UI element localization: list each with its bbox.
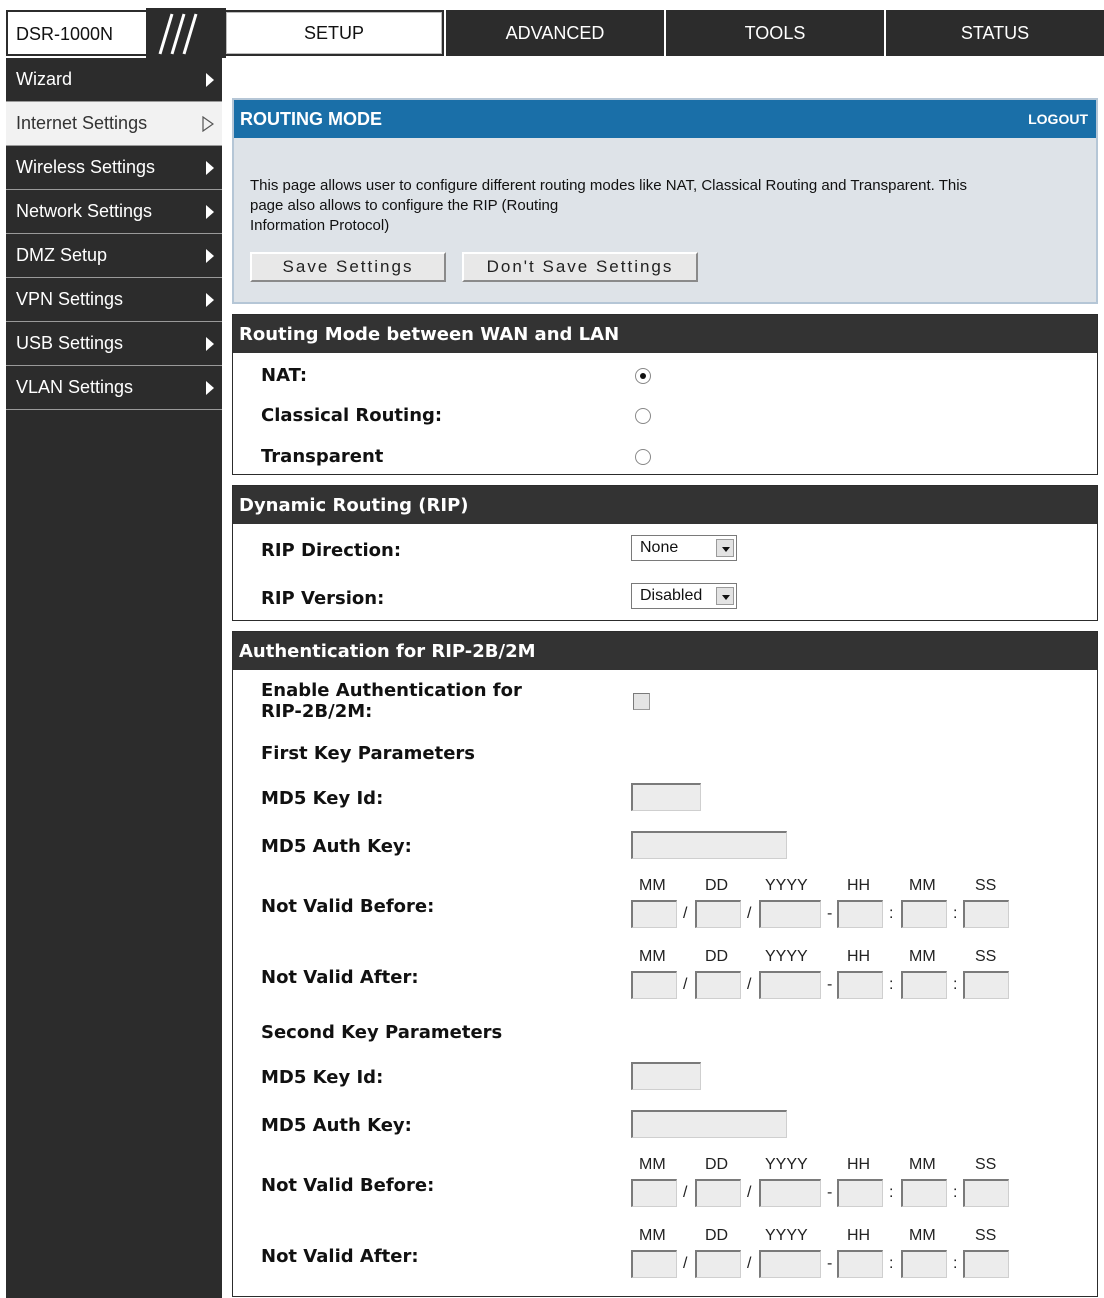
sidebar-item-label: Network Settings [16, 201, 153, 221]
transparent-radio[interactable] [635, 449, 651, 465]
section-header: Authentication for RIP-2B/2M [233, 632, 1097, 670]
year-input[interactable] [759, 971, 821, 999]
enable-auth-label-line: Enable Authentication for [261, 680, 522, 701]
sidebar-item-wireless-settings[interactable] [6, 146, 222, 190]
datetime-separator: - [827, 1184, 833, 1201]
arrow-right-icon [206, 205, 214, 219]
datetime-separator: - [827, 1255, 833, 1272]
minute-label: MM [909, 1227, 936, 1244]
minute-input[interactable] [901, 900, 947, 928]
routing-mode-header [234, 100, 1096, 138]
second-label: SS [975, 1227, 997, 1244]
date-separator: / [747, 1184, 752, 1201]
time-separator: : [953, 1255, 958, 1272]
minute-input[interactable] [901, 971, 947, 999]
day-label: DD [705, 877, 729, 894]
dont-save-settings-button[interactable]: Don't Save Settings [462, 252, 698, 282]
rip-section [232, 485, 1098, 621]
month-input[interactable] [631, 971, 677, 999]
hour-input[interactable] [837, 1179, 883, 1207]
month-input[interactable] [631, 900, 677, 928]
date-separator: / [683, 905, 688, 922]
first-md5-auth-key-label: MD5 Auth Key: [261, 836, 412, 857]
day-input[interactable] [695, 971, 741, 999]
rip-version-label: RIP Version: [261, 588, 385, 609]
tab-advanced[interactable]: ADVANCED [444, 10, 664, 56]
transparent-label: Transparent [261, 446, 384, 467]
sidebar-item-usb-settings[interactable] [6, 322, 222, 366]
time-separator: : [889, 905, 894, 922]
year-input[interactable] [759, 1250, 821, 1278]
date-separator: / [683, 1184, 688, 1201]
nat-radio[interactable] [635, 368, 651, 384]
second-input[interactable] [963, 900, 1009, 928]
sidebar-item-network-settings[interactable] [6, 190, 222, 234]
day-input[interactable] [695, 1250, 741, 1278]
year-input[interactable] [759, 1179, 821, 1207]
minute-input[interactable] [901, 1250, 947, 1278]
hour-label: HH [847, 1227, 871, 1244]
second-key-title: Second Key Parameters [261, 1022, 503, 1043]
day-label: DD [705, 948, 729, 965]
sidebar-item-dmz-setup[interactable] [6, 234, 222, 278]
rip-version-select[interactable] [631, 583, 737, 609]
classical-routing-label: Classical Routing: [261, 405, 443, 426]
time-separator: : [889, 976, 894, 993]
minute-input[interactable] [901, 1179, 947, 1207]
description-line: Information Protocol) [250, 217, 390, 234]
day-label: DD [705, 1227, 729, 1244]
first-not-valid-before-label: Not Valid Before: [261, 896, 435, 917]
year-label: YYYY [765, 948, 808, 965]
enable-auth-label [261, 680, 522, 722]
time-separator: : [953, 976, 958, 993]
year-label: YYYY [765, 1156, 808, 1173]
classical-routing-radio[interactable] [635, 408, 651, 424]
enable-auth-label-line: RIP-2B/2M: [261, 701, 373, 722]
date-separator: / [747, 976, 752, 993]
chevron-down-icon [716, 539, 734, 557]
rip-direction-value: None [640, 539, 679, 556]
second-input[interactable] [963, 1250, 1009, 1278]
routing-mode-panel [232, 98, 1098, 304]
save-settings-button[interactable]: Save Settings [250, 252, 446, 282]
enable-auth-checkbox[interactable] [633, 693, 650, 710]
arrow-right-icon [206, 73, 214, 87]
year-label: YYYY [765, 877, 808, 894]
day-input[interactable] [695, 1179, 741, 1207]
brand-slashes-icon [146, 8, 226, 58]
logout-link[interactable]: LOGOUT [1028, 111, 1088, 127]
sidebar-item-label: USB Settings [16, 333, 124, 353]
second-label: SS [975, 1156, 997, 1173]
hour-label: HH [847, 948, 871, 965]
description-line: page also allows to configure the RIP (Routing [250, 197, 559, 214]
second-md5-auth-key-input[interactable] [631, 1110, 787, 1138]
arrow-right-icon [206, 381, 214, 395]
time-separator: : [889, 1184, 894, 1201]
minute-label: MM [909, 948, 936, 965]
sidebar-item-label: Internet Settings [16, 113, 148, 133]
year-input[interactable] [759, 900, 821, 928]
description-line: This page allows user to configure different routing modes like NAT, Classical Routing and Transparent. This [250, 177, 968, 194]
time-separator: : [953, 1184, 958, 1201]
top-bar [0, 0, 1104, 62]
tab-setup[interactable]: SETUP [224, 10, 444, 56]
second-md5-key-id-label: MD5 Key Id: [261, 1067, 384, 1088]
year-label: YYYY [765, 1227, 808, 1244]
first-md5-key-id-input[interactable] [631, 783, 701, 811]
sidebar-item-vpn-settings[interactable] [6, 278, 222, 322]
sidebar-item-label: VLAN Settings [16, 377, 134, 397]
sidebar-item-label: VPN Settings [16, 289, 124, 309]
hour-label: HH [847, 1156, 871, 1173]
second-not-valid-before-label: Not Valid Before: [261, 1175, 435, 1196]
hour-input[interactable] [837, 1250, 883, 1278]
month-input[interactable] [631, 1179, 677, 1207]
hour-label: HH [847, 877, 871, 894]
rip-direction-select[interactable] [631, 535, 737, 561]
rip-direction-label: RIP Direction: [261, 540, 402, 561]
time-separator: : [889, 1255, 894, 1272]
sidebar [6, 58, 222, 1298]
second-input[interactable] [963, 971, 1009, 999]
hour-input[interactable] [837, 900, 883, 928]
sidebar-item-wizard[interactable] [6, 58, 222, 102]
first-not-valid-after-label: Not Valid After: [261, 967, 419, 988]
main-nav [224, 10, 1104, 56]
sidebar-item-vlan-settings[interactable] [6, 366, 222, 410]
first-md5-key-id-label: MD5 Key Id: [261, 788, 384, 809]
datetime-separator: - [827, 976, 833, 993]
sidebar-item-label: Wireless Settings [16, 157, 156, 177]
arrow-right-icon [206, 293, 214, 307]
arrow-right-outline-icon [202, 116, 214, 132]
model-box [6, 10, 224, 56]
hour-input[interactable] [837, 971, 883, 999]
sidebar-item-label: Wizard [16, 69, 73, 89]
date-separator: / [683, 976, 688, 993]
month-label: MM [639, 1156, 666, 1173]
sidebar-item-internet-settings[interactable] [6, 102, 222, 146]
sidebar-item-label: DMZ Setup [16, 245, 108, 265]
first-key-title: First Key Parameters [261, 743, 476, 764]
month-label: MM [639, 877, 666, 894]
second-not-valid-after-label: Not Valid After: [261, 1246, 419, 1267]
section-header: Dynamic Routing (RIP) [233, 486, 1097, 524]
chevron-down-icon [716, 587, 734, 605]
tab-status[interactable]: STATUS [884, 10, 1104, 56]
tab-tools[interactable]: TOOLS [664, 10, 884, 56]
second-label: SS [975, 948, 997, 965]
rip-version-value: Disabled [640, 587, 703, 604]
arrow-right-icon [206, 337, 214, 351]
day-label: DD [705, 1156, 729, 1173]
minute-label: MM [909, 1156, 936, 1173]
datetime-separator: - [827, 905, 833, 922]
auth-section [232, 631, 1098, 1297]
day-input[interactable] [695, 900, 741, 928]
date-separator: / [683, 1255, 688, 1272]
arrow-right-icon [206, 249, 214, 263]
page-title: ROUTING MODE [240, 108, 382, 129]
second-md5-key-id-input[interactable] [631, 1062, 701, 1090]
routing-mode-section [232, 314, 1098, 475]
second-md5-auth-key-label: MD5 Auth Key: [261, 1115, 412, 1136]
page-description [250, 176, 1080, 236]
time-separator: : [953, 905, 958, 922]
date-separator: / [747, 905, 752, 922]
month-label: MM [639, 1227, 666, 1244]
arrow-right-icon [206, 161, 214, 175]
month-label: MM [639, 948, 666, 965]
minute-label: MM [909, 877, 936, 894]
second-label: SS [975, 877, 997, 894]
second-input[interactable] [963, 1179, 1009, 1207]
nat-label: NAT: [261, 365, 308, 386]
model-name: DSR-1000N [16, 24, 114, 44]
date-separator: / [747, 1255, 752, 1272]
section-header: Routing Mode between WAN and LAN [233, 315, 1097, 353]
month-input[interactable] [631, 1250, 677, 1278]
first-md5-auth-key-input[interactable] [631, 831, 787, 859]
